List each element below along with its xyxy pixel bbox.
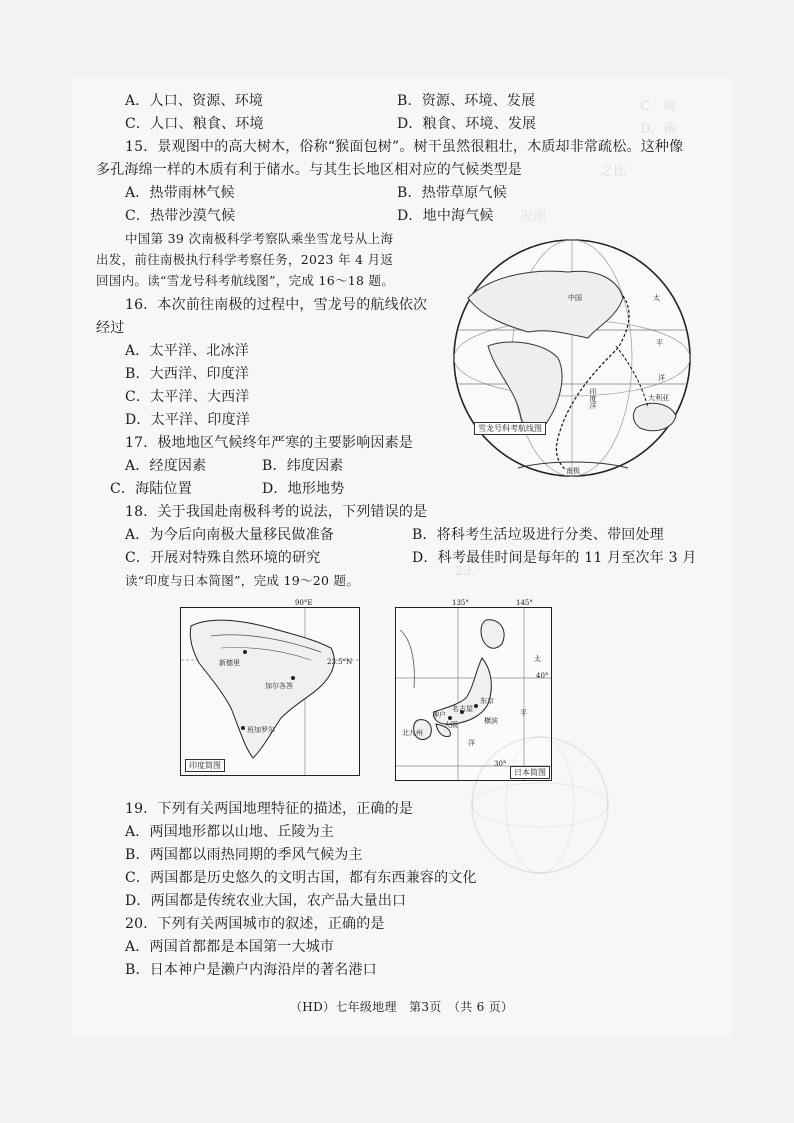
- bleed-through-text: 况图: [520, 209, 547, 224]
- intro-16-18-line-1: 中国第 39 次南极科学考察队乘坐雪龙号从上海: [125, 231, 394, 246]
- q20-option-b: B．日本神户是濑户内海沿岸的著名港口: [125, 962, 377, 978]
- india-city-bangalore: 班加罗尔: [247, 726, 275, 734]
- q17-option-b: B．纬度因素: [262, 458, 344, 474]
- bleed-through-text: 23．: [455, 564, 485, 579]
- q14-option-d: D．粮食、环境、发展: [397, 116, 537, 132]
- india-map: [180, 599, 360, 776]
- japan-city-yokohama: 横滨: [484, 717, 498, 725]
- intro-16-18-line-3: 回国内。读“雪龙号科考航线图”，完成 16～18 题。: [96, 273, 395, 288]
- q18-stem: 18．关于我国赴南极科考的说法，下列错误的是: [125, 504, 428, 520]
- bleed-through-text: C．周: [640, 99, 676, 114]
- page-footer: （HD）七年级地理 第3页 （共 6 页）: [290, 1000, 514, 1014]
- q15-option-d: D．地中海气候: [397, 208, 494, 224]
- q17-stem: 17．极地地区气候终年严寒的主要影响因素是: [125, 435, 414, 451]
- q18-option-a: A．为今后向南极大量移民做准备: [125, 527, 335, 543]
- india-lat-23-5: 23.5°N: [327, 658, 353, 666]
- q14-option-b: B．资源、环境、发展: [397, 93, 536, 109]
- bleed-through-globe: [455, 730, 625, 880]
- india-city-kolkata: 加尔各答: [265, 682, 293, 690]
- q17-option-c: C．海陆位置: [110, 481, 192, 497]
- q17-option-a: A．经度因素: [125, 458, 207, 474]
- label-indian-ocean: 印度洋: [589, 388, 597, 409]
- q15-stem-line-1: 15．景观图中的高大树木，俗称“猴面包树”。树干虽然很粗壮，木质却非常疏松。这种像: [125, 139, 684, 155]
- q16-stem-line-1: 16．本次前往南极的过程中，雪龙号的航线依次: [125, 297, 428, 313]
- q16-option-c: C．太平洋、大西洋: [125, 389, 250, 405]
- q19-option-b: B．两国都以雨热同期的季风气候为主: [125, 847, 363, 863]
- q18-option-c: C．开展对特殊自然环境的研究: [125, 550, 321, 566]
- japan-label-ping: 平: [520, 709, 527, 717]
- bleed-through-text: D．南: [640, 122, 677, 137]
- india-city-delhi: 新德里: [219, 659, 240, 667]
- label-antarctica: 南极: [566, 467, 580, 475]
- japan-map-caption: 日本简图: [510, 766, 550, 779]
- intro-16-18-line-2: 出发，前往南极执行科学考察任务，2023 年 4 月返: [96, 252, 394, 267]
- india-map-caption: 印度简图: [185, 759, 225, 772]
- q16-option-d: D．太平洋、印度洋: [125, 412, 251, 428]
- q20-stem: 20．下列有关两国城市的叙述，正确的是: [125, 916, 385, 932]
- xuelong-route-map: [448, 238, 696, 490]
- q18-option-b: B．将科考生活垃圾进行分类、带回处理: [412, 527, 664, 543]
- label-tai: 太: [653, 294, 660, 302]
- q16-stem-line-2: 经过: [96, 320, 125, 336]
- japan-lon-135: 135°: [452, 599, 469, 607]
- india-lon-90: 90°E: [295, 599, 313, 607]
- globe-svg: [448, 238, 696, 490]
- q19-option-a: A．两国地形都以山地、丘陵为主: [125, 824, 335, 840]
- india-svg: [181, 608, 359, 775]
- label-australia: 大利亚: [648, 394, 669, 402]
- q15-option-a: A．热带雨林气候: [125, 185, 235, 201]
- bleed-through-text: 之比: [600, 164, 627, 179]
- q15-option-c: C．热带沙漠气候: [125, 208, 236, 224]
- japan-city-osaka: 大阪: [444, 721, 458, 729]
- q16-option-a: A．太平洋、北冰洋: [125, 343, 249, 359]
- q14-option-c: C．人口、粮食、环境: [125, 116, 264, 132]
- q19-option-c: C．两国都是历史悠久的文明古国，都有东西兼容的文化: [125, 870, 477, 886]
- q20-option-a: A．两国首都都是本国第一大城市: [125, 939, 335, 955]
- q19-option-d: D．两国都是传统农业大国，农产品大量出口: [125, 893, 407, 909]
- intro-19-20: 读“印度与日本简图”，完成 19～20 题。: [125, 573, 360, 588]
- q17-option-d: D．地形地势: [262, 481, 345, 497]
- q14-option-a: A．人口、资源、环境: [125, 93, 264, 109]
- japan-lat-30: 30°: [494, 760, 507, 768]
- japan-lon-145: 145°: [516, 599, 533, 607]
- q16-option-b: B．大西洋、印度洋: [125, 366, 250, 382]
- q15-option-b: B．热带草原气候: [397, 185, 507, 201]
- japan-lat-40: 40°: [536, 672, 549, 680]
- japan-city-nagoya: 名古屋: [452, 705, 473, 713]
- label-china: 中国: [568, 294, 582, 302]
- japan-city-kobe: 神户: [432, 711, 446, 719]
- japan-label-tai: 太: [534, 655, 541, 663]
- japan-label-yang: 洋: [468, 739, 475, 747]
- globe-map-caption: 雪龙号科考航线图: [474, 422, 546, 435]
- q15-stem-line-2: 多孔海绵一样的木质有利于储水。与其生长地区相对应的气候类型是: [96, 162, 522, 178]
- label-yang: 洋: [658, 374, 665, 382]
- label-ping: 平: [656, 339, 663, 347]
- q19-stem: 19．下列有关两国地理特征的描述，正确的是: [125, 801, 414, 817]
- q18-option-d: D．科考最佳时间是每年的 11 月至次年 3 月: [412, 550, 697, 566]
- japan-city-tokyo: 东京: [480, 697, 494, 705]
- japan-city-kitakyushu: 北九州: [402, 729, 423, 737]
